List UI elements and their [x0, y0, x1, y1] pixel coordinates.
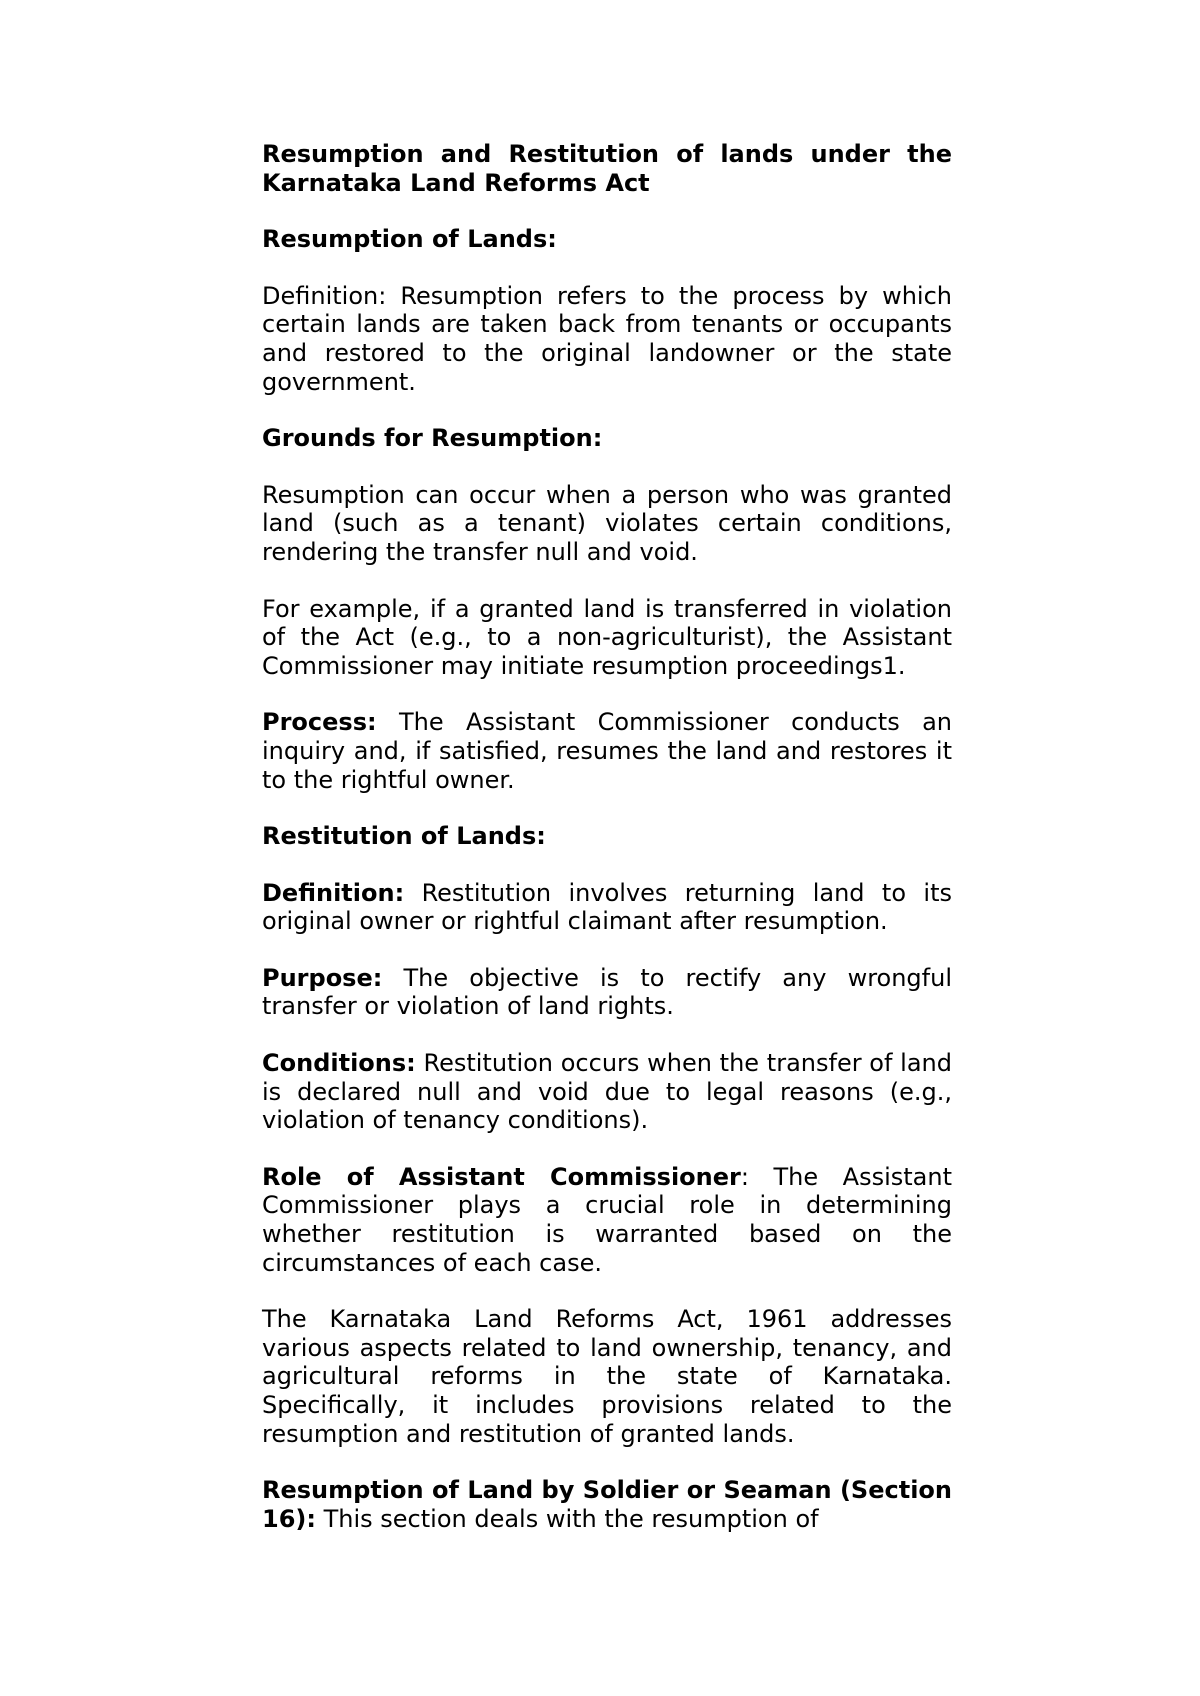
paragraph-role [262, 1163, 952, 1277]
label-process: Process: [262, 708, 377, 737]
paragraph-process [262, 708, 952, 794]
paragraph-purpose [262, 964, 952, 1021]
document-page [262, 140, 952, 1561]
section-heading-grounds: Grounds for Resumption: [262, 424, 603, 453]
paragraph-grounds: Resumption can occur when a person who was granted land (such as a tenant) violates certain conditions, rendering the transfer null and void. [262, 480, 952, 566]
paragraph-example: For example, if a granted land is transferred in violation of the Act (e.g., to a non-agriculturist), the Assistant Commissioner may initiate resumption proceedings1. [262, 594, 952, 680]
paragraph-conditions [262, 1049, 952, 1135]
document-title: Resumption and Restitution of lands under the Karnataka Land Reforms Act [262, 140, 952, 197]
label-conditions: Conditions: [262, 1049, 416, 1078]
text-conditions: Restitution occurs when the transfer of land is declared null and void due to legal reasons (e.g., violation of tenancy conditions). [262, 1049, 952, 1135]
text-role: : The Assistant Commissioner plays a crucial role in determining whether restitution is warranted based on the circumstances of each case. [262, 1162, 952, 1277]
label-soldier-seaman: Resumption of Land by Soldier or Seaman (Section 16): [262, 1476, 952, 1533]
label-definition: Definition: [262, 878, 405, 907]
text-soldier-seaman: This section deals with the resumption of [315, 1504, 819, 1533]
paragraph-act: The Karnataka Land Reforms Act, 1961 addresses various aspects related to land ownership, tenancy, and agricultural reforms in the state of Karnataka. Specifically, it includes provisions related to the resumption and restitution of granted lands. [262, 1305, 952, 1448]
paragraph-soldier-seaman [262, 1476, 952, 1533]
label-role: Role of Assistant Commissioner [262, 1162, 741, 1191]
paragraph-resumption-definition: Definition: Resumption refers to the process by which certain lands are taken back from tenants or occupants and restored to the original landowner or the state government. [262, 281, 952, 396]
paragraph-restitution-definition [262, 879, 952, 936]
section-heading-restitution: Restitution of Lands: [262, 822, 546, 851]
text-purpose: The objective is to rectify any wrongful transfer or violation of land rights. [262, 963, 952, 1021]
section-heading-resumption: Resumption of Lands: [262, 225, 557, 254]
text-process: The Assistant Commissioner conducts an inquiry and, if satisfied, resumes the land and restores it to the rightful owner. [262, 708, 952, 794]
label-purpose: Purpose: [262, 963, 383, 992]
text-definition: Restitution involves returning land to its original owner or rightful claimant after resumption. [262, 878, 952, 936]
